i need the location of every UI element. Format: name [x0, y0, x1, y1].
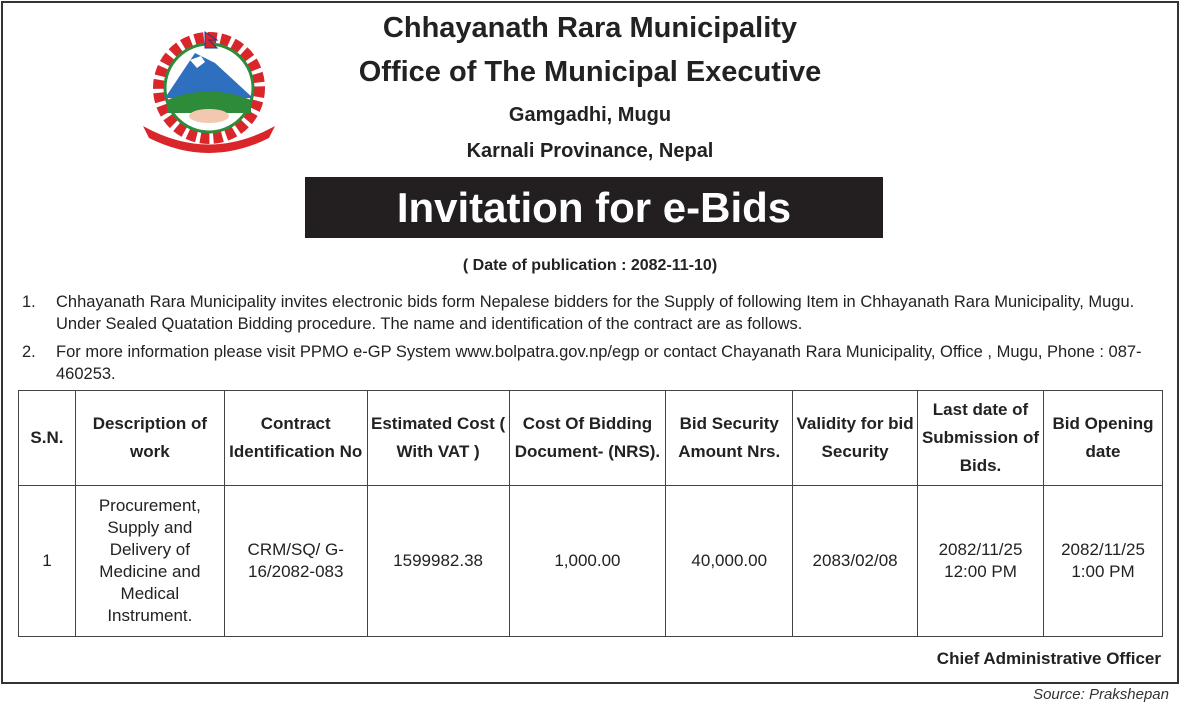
header-submission-date: Last date of Submission of Bids.: [918, 391, 1044, 486]
paragraph-1: [22, 291, 1164, 335]
cell-submission-date: 2082/11/25 12:00 PM: [918, 486, 1044, 637]
office-name: Office of The Municipal Executive: [358, 56, 822, 88]
cell-bid-security: 40,000.00: [666, 486, 793, 637]
province: Karnali Provinance, Nepal: [466, 140, 714, 162]
bid-table: [18, 390, 1163, 637]
header-bidding-doc-cost: Cost Of Bidding Document- (NRS).: [509, 391, 666, 486]
cell-estimated-cost: 1599982.38: [367, 486, 509, 637]
municipality-name: Chhayanath Rara Municipality: [382, 12, 798, 44]
cell-bidding-doc-cost: 1,000.00: [509, 486, 666, 637]
cell-sn: 1: [19, 486, 76, 637]
cell-contract-id: CRM/SQ/ G-16/2082-083: [224, 486, 367, 637]
paragraph-number: 1.: [22, 293, 36, 311]
cell-opening-date: 2082/11/25 1:00 PM: [1043, 486, 1162, 637]
header-sn: S.N.: [19, 391, 76, 486]
header-bid-security: Bid Security Amount Nrs.: [666, 391, 793, 486]
header-opening-date: Bid Opening date: [1043, 391, 1162, 486]
cell-validity: 2083/02/08: [793, 486, 918, 637]
source-credit: Source: Prakshepan: [1033, 686, 1169, 703]
nepal-emblem-logo: [135, 28, 283, 154]
publication-date: ( Date of publication : 2082-11-10): [462, 257, 718, 274]
signature-title: Chief Administrative Officer: [936, 649, 1161, 668]
header-contract-id: Contract Identification No: [224, 391, 367, 486]
table-row: [19, 486, 1163, 637]
cell-description: Procurement, Supply and Delivery of Medicine and Medical Instrument.: [75, 486, 224, 637]
table-header-row: [19, 391, 1163, 486]
paragraph-text: Chhayanath Rara Municipality invites electronic bids form Nepalese bidders for the Supply of following Item in Chhayanath Rara Municipality, Mugu. Under Sealed Quatation Bidding procedure. The name and identification of the contract are as follows.: [56, 293, 1135, 333]
header-description: Description of work: [75, 391, 224, 486]
header-validity: Validity for bid Security: [793, 391, 918, 486]
paragraph-number: 2.: [22, 343, 36, 361]
header-estimated-cost: Estimated Cost ( With VAT ): [367, 391, 509, 486]
paragraph-2: [22, 341, 1164, 385]
location: Gamgadhi, Mugu: [508, 104, 672, 126]
notice-title-banner: Invitation for e-Bids: [305, 177, 883, 238]
paragraph-text: For more information please visit PPMO e-GP System www.bolpatra.gov.np/egp or contact Chayanath Rara Municipality, Office , Mugu, Phone : 087-460253.: [56, 343, 1142, 383]
